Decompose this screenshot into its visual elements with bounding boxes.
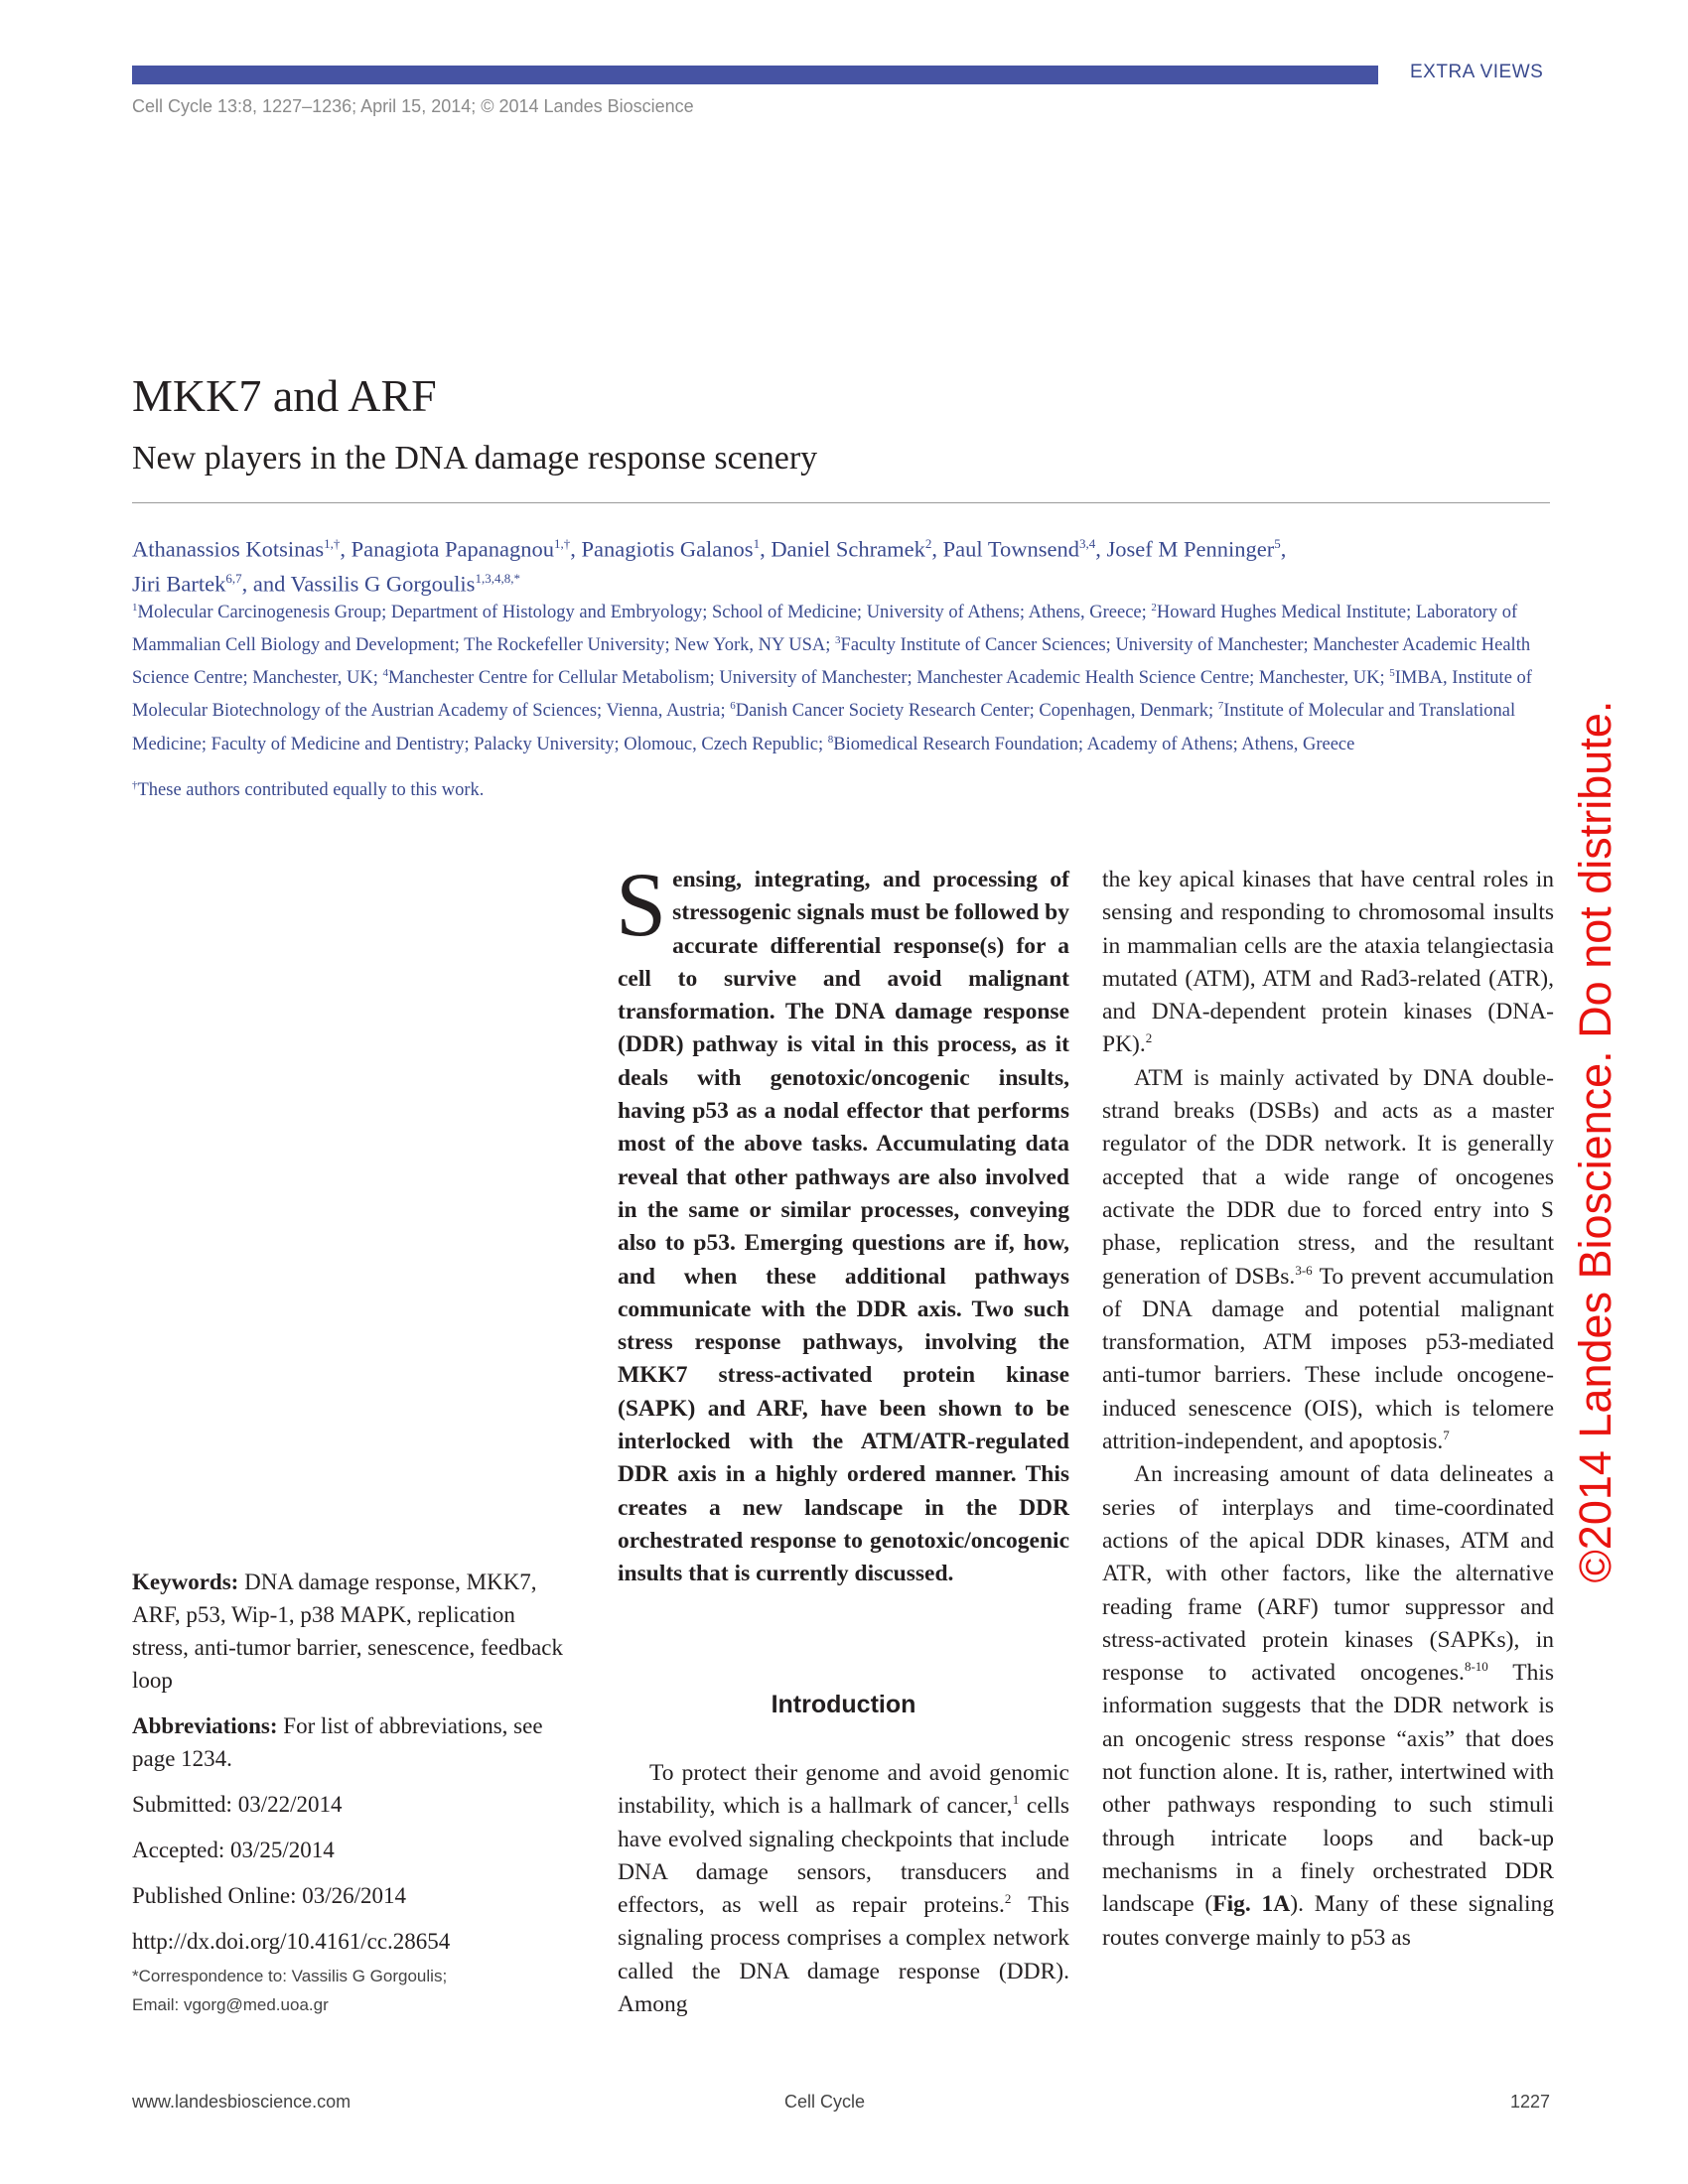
section-heading-introduction: Introduction: [771, 1691, 916, 1718]
abstract: Sensing, integrating, and processing of stressogenic signals must be followed by accurate differential response(s) for a cell to survive and avoid malignant transformation. The DNA damage response (DDR) pathway is vital in this process, as it deals with genotoxic/oncogenic insults, having p53 as a nodal effector that performs most of the above tasks. Accumulating data reveal that other pathways are also involved in the same or similar processes, conveying also to p53. Emerging questions are if, how, and when these additional pathways communicate with the DDR axis. Two such stress response pathways, involving the MKK7 stress-activated protein kinase (SAPK) and ARF, have been shown to be interlocked with the ATM/ATR-regulated DDR axis in a highly ordered manner. This creates a new landscape in the DDR orchestrated response to genotoxic/oncogenic insults that is currently discussed.: [616, 854, 1069, 1587]
accepted-date: Accepted: 03/25/2014: [132, 1838, 335, 1862]
section-label: EXTRA VIEWS: [1410, 62, 1544, 82]
affiliations: $^1$Molecular Carcinogenesis Group; Department of Histology and Embryology; School of Medicine; University of Athens; Athens, Greece; $^2$Howard Hughes Medical Institute; Laboratory of Mammalian Cell Biology and Development; The Rockefeller University; New York, NY USA; $^3$Faculty Institute of Cancer Sciences; University of Manchester; Manchester Academic Health Science Centre; Manchester, UK; $^4$Manchester Centre for Cellular Metabolism; University of Manchester; Manchester Academic Health Science Centre; Manchester, UK; $^5$IMBA, Institute of Molecular Biotechnology of the Austrian Academy of Sciences; Vienna, Austria; $^6$Danish Cancer Society Research Center; Copenhagen, Denmark; $^7$Institute of Molecular and Translational Medicine; Faculty of Medicine and Dentistry; Palacky University; Olomouc, Czech Republic; $^8$Biomedical Research Foundation; Academy of Athens; Athens, Greece: [132, 602, 1532, 754]
author: Athanassios Kotsinas: [132, 536, 325, 562]
header-accent-bar: [132, 66, 1378, 84]
article-subtitle: New players in the DNA damage response scenery: [132, 440, 818, 477]
citation-ref[interactable]: 8-10: [1464, 1659, 1488, 1675]
author: Daniel Schramek: [771, 536, 925, 562]
article-metadata: [132, 1566, 569, 2019]
footer-journal: Cell Cycle: [784, 2092, 866, 2112]
doi-link[interactable]: http://dx.doi.org/10.4161/cc.28654: [132, 1929, 451, 1954]
citation-ref[interactable]: 7: [1443, 1428, 1450, 1443]
abbreviations: Abbreviations: For list of abbreviations, see page 1234.: [132, 1713, 543, 1771]
drop-cap: S: [616, 854, 667, 955]
author: Paul Townsend: [942, 536, 1080, 562]
citation-ref[interactable]: 1: [1012, 1792, 1020, 1808]
title-divider: [132, 502, 1550, 503]
author: Josef M Penninger: [1106, 536, 1275, 562]
figure-ref[interactable]: Fig. 1A: [1212, 1891, 1291, 1918]
copyright-watermark: ©2014 Landes Bioscience. Do not distribute.: [1570, 700, 1620, 1583]
author: Panagiotis Galanos: [581, 536, 754, 562]
author-line-1: Athanassios Kotsinas$^{1,\dagger}$, Panagiota Papanagnou$^{1,\dagger}$, Panagiotis Galanos$^1$, Daniel Schramek$^2$, Paul Townsend$^{3,4}$, Josef M Penninger$^5$,: [132, 536, 1287, 562]
email-link[interactable]: Email: vgorg@med.uoa.gr: [132, 1995, 329, 2014]
citation-ref[interactable]: 3-6: [1295, 1262, 1313, 1278]
journal-citation: Cell Cycle 13:8, 1227–1236; April 15, 2014; © 2014 Landes Bioscience: [132, 96, 694, 116]
author: Panagiota Papanagnou: [351, 536, 554, 562]
submitted-date: Submitted: 03/22/2014: [132, 1792, 343, 1817]
corresponding-author: Vassilis G Gorgoulis: [290, 571, 476, 596]
citation-ref[interactable]: 2: [1145, 1030, 1153, 1046]
correspondence: *Correspondence to: Vassilis G Gorgoulis; Email: vgorg@med.uoa.gr: [132, 1962, 569, 2019]
published-date: Published Online: 03/26/2014: [132, 1883, 406, 1908]
introduction-text: To protect their genome and avoid genomic instability, which is a hallmark of cancer,$^1$ cells have evolved signaling checkpoints that include DNA damage sensors, transducers and effectors, as well as repair proteins.$^2$ This signaling process comprises a complex network called the DNA damage response (DDR). Among: [618, 1760, 1069, 2018]
author: Jiri Bartek: [132, 571, 226, 596]
citation-ref[interactable]: 2: [1004, 1891, 1012, 1907]
equal-contribution-note: †These authors contributed equally to this work.: [132, 779, 485, 801]
keywords: Keywords: DNA damage response, MKK7, ARF, p53, Wip-1, p38 MAPK, replication stress, anti-tumor barrier, senescence, feedback loop: [132, 1570, 563, 1693]
footer-website[interactable]: www.landesbioscience.com: [132, 2092, 352, 2112]
body-column-right: the key apical kinases that have central roles in sensing and responding to chromosomal insults in mammalian cells are the ataxia telangiectasia mutated (ATM), ATM and Rad3-related (ATR), and DNA-dependent protein kinases (DNA-PK).$^2$ ATM is mainly activated by DNA double-strand breaks (DSBs) and acts as a master regulator of the DDR network. It is generally accepted that a wide range of oncogenes activate the DDR due to forced entry into S phase, replication stress, and the resultant generation of DSBs.$^{3-6}$ To prevent accumulation of DNA damage and potential malignant transformation, ATM imposes p53-mediated anti-tumor barriers. These include oncogene-induced senescence (OIS), which is telomere attrition-independent, and apoptosis.$^7$ An increasing amount of data delineates a series of interplays and time-coordinated actions of the apical DDR kinases, ATM and ATR, with other factors, like the alternative reading frame (ARF) tumor suppressor and stress-activated protein kinases (SAPKs), in response to activated oncogenes.$^{8-10}$ This information suggests that the DDR network is an oncogenic stress response “axis” that does not function alone. It is, rather, intertwined with other pathways responding to such stimuli through intricate loops and back-up mechanisms in a finely orchestrated DDR landscape (Fig. 1A). Many of these signaling routes converge mainly to p53 as: [1102, 867, 1554, 1951]
article-title: MKK7 and ARF: [132, 370, 437, 421]
author-line-2: Jiri Bartek$^{6,7}$, and Vassilis G Gorgoulis$^{1,3,4,8,*}$: [132, 570, 520, 596]
footer-page-number: 1227: [1510, 2092, 1551, 2112]
author-list: [132, 529, 1562, 598]
